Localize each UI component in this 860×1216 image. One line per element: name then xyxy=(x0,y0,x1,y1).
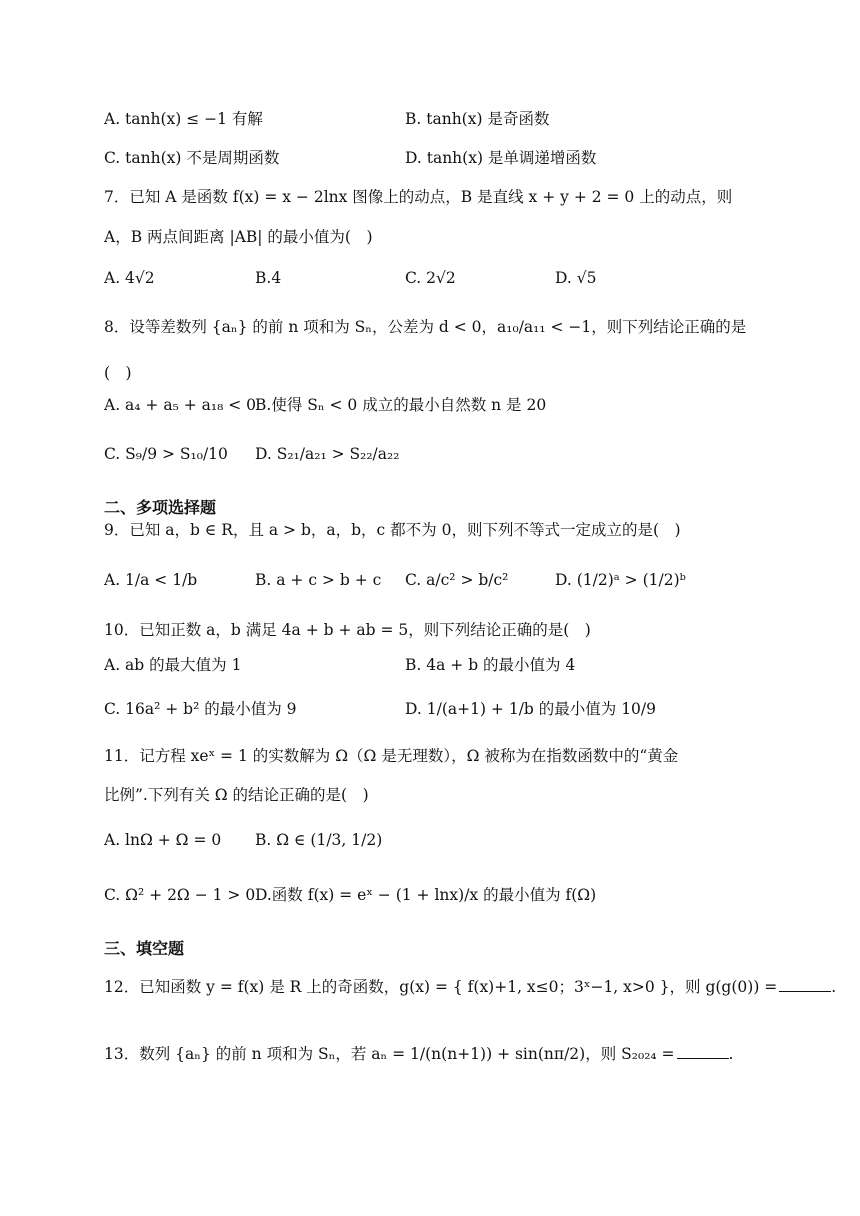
q11-stem-line-1: 11．记方程 xeˣ = 1 的实数解为 Ω（Ω 是无理数），Ω 被称为在指数函数中的“黄金 xyxy=(104,747,679,765)
q13-stem: 13．数列 {aₙ} 的前 n 项和为 Sₙ，若 aₙ = 1/(n(n+1)) + sin(nπ/2)，则 S₂₀₂₄ = . xyxy=(104,1045,734,1063)
q7-stem-line-1: 7．已知 A 是函数 f(x) = x − 2lnx 图像上的动点，B 是直线 x + y + 2 = 0 上的动点，则 xyxy=(104,188,733,206)
q12-answer-blank[interactable] xyxy=(779,977,831,992)
q10-option-b: B. 4a + b 的最小值为 4 xyxy=(405,656,576,674)
q8-option-d: D. S₂₁/a₂₁ > S₂₂/a₂₂ xyxy=(255,445,400,463)
q7-option-a: A. 4√2 xyxy=(104,269,155,287)
q7-option-c: C. 2√2 xyxy=(405,269,456,287)
q11-option-a: A. lnΩ + Ω = 0 xyxy=(104,831,222,849)
q12-text: 12．已知函数 y = f(x) 是 R 上的奇函数，g(x) = { f(x)+1, x≤0；3ˣ−1, x>0 }，则 g(g(0)) = xyxy=(104,978,778,996)
q8-option-a: A. a₄ + a₅ + a₁₈ < 0 xyxy=(104,396,257,414)
q9-option-b: B. a + c > b + c xyxy=(255,571,382,589)
q6-option-b: B. tanh(x) 是奇函数 xyxy=(405,110,550,128)
q8-stem-line-2: ( ) xyxy=(104,364,132,382)
q7-stem-line-2: A，B 两点间距离 |AB| 的最小值为( ) xyxy=(104,228,373,246)
q9-option-d: D. (1/2)ᵃ > (1/2)ᵇ xyxy=(555,571,686,589)
q11-option-d: D.函数 f(x) = eˣ − (1 + lnx)/x 的最小值为 f(Ω) xyxy=(255,886,597,904)
q6-option-d: D. tanh(x) 是单调递增函数 xyxy=(405,149,597,167)
q6-option-c: C. tanh(x) 不是周期函数 xyxy=(104,149,280,167)
q10-stem: 10．已知正数 a，b 满足 4a + b + ab = 5，则下列结论正确的是( ) xyxy=(104,621,591,639)
q6-option-a: A. tanh(x) ≤ −1 有解 xyxy=(104,110,263,128)
section-heading-multi-choice: 二、多项选择题 xyxy=(104,498,217,517)
q8-option-c: C. S₉/9 > S₁₀/10 xyxy=(104,445,228,463)
q10-option-c: C. 16a² + b² 的最小值为 9 xyxy=(104,700,297,718)
q13-text: 13．数列 {aₙ} 的前 n 项和为 Sₙ，若 aₙ = 1/(n(n+1)) + sin(nπ/2)，则 S₂₀₂₄ = xyxy=(104,1045,675,1063)
q11-option-b: B. Ω ∈ (1/3, 1/2) xyxy=(255,831,383,849)
q12-stem: 12．已知函数 y = f(x) 是 R 上的奇函数，g(x) = { f(x)+1, x≤0；3ˣ−1, x>0 }，则 g(g(0)) = . xyxy=(104,978,837,996)
q8-option-b: B.使得 Sₙ < 0 成立的最小自然数 n 是 20 xyxy=(255,396,547,414)
q10-option-d: D. 1/(a+1) + 1/b 的最小值为 10/9 xyxy=(405,700,657,718)
q8-stem-line-1: 8．设等差数列 {aₙ} 的前 n 项和为 Sₙ，公差为 d < 0，a₁₀/a₁₁ < −1，则下列结论正确的是 xyxy=(104,318,747,336)
q10-option-a: A. ab 的最大值为 1 xyxy=(104,656,242,674)
q9-option-c: C. a/c² > b/c² xyxy=(405,571,509,589)
q9-stem: 9．已知 a，b ∈ R，且 a > b，a，b，c 都不为 0，则下列不等式一定成立的是( ) xyxy=(104,521,681,539)
section-heading-fill-blank: 三、填空题 xyxy=(104,939,185,958)
q11-stem-line-2: 比例”.下列有关 Ω 的结论正确的是( ) xyxy=(104,786,369,804)
q7-option-d: D. √5 xyxy=(555,269,597,287)
q11-option-c: C. Ω² + 2Ω − 1 > 0 xyxy=(104,886,256,904)
q7-option-b: B.4 xyxy=(255,269,282,287)
q9-option-a: A. 1/a < 1/b xyxy=(104,571,198,589)
q13-answer-blank[interactable] xyxy=(677,1044,729,1059)
